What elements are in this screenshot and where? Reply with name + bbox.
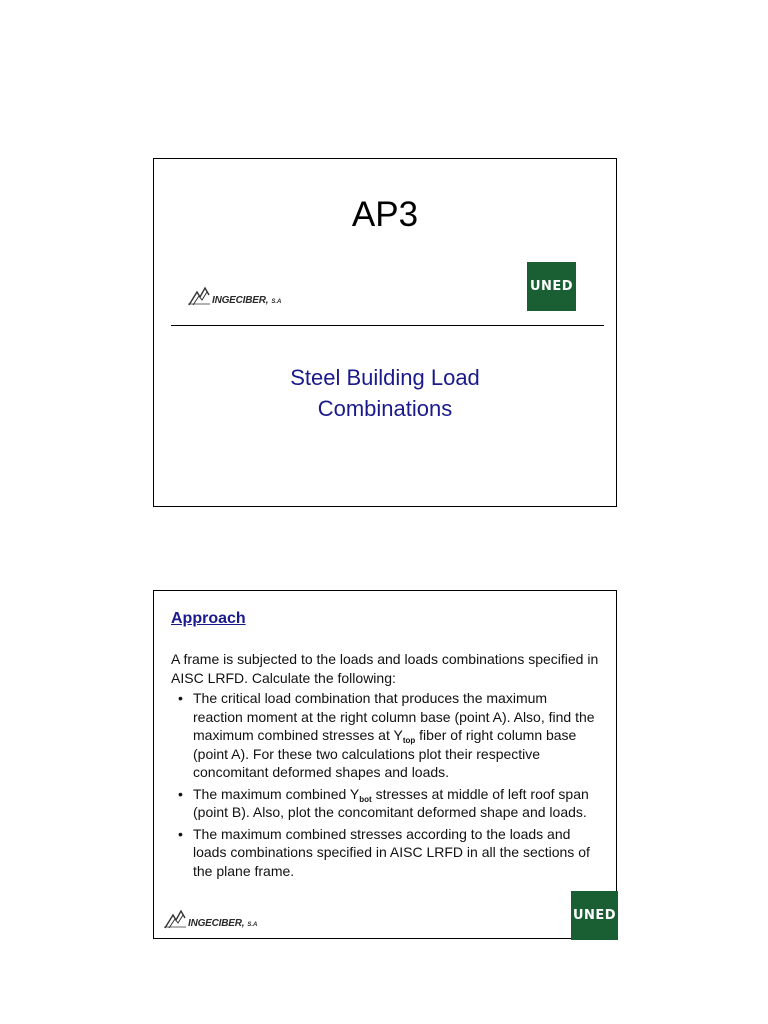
bullet-text: stresses at middle of left roof span (point B). Also, plot the concomitant deformed shape and loads.	[193, 785, 589, 820]
ingeciber-logo	[187, 286, 281, 306]
bullet-list	[171, 689, 599, 880]
bullet-text: The critical load combination that produces the maximum reaction moment at the right column base (point A). Also, find the maximum combined stresses at Y	[193, 690, 595, 743]
approach-heading: Approach	[171, 610, 246, 627]
bullet-text: fiber of right column base (point A). For these two calculations plot their respective concomitant deformed shapes and loads.	[193, 727, 577, 780]
ingeciber-name: INGECIBER,	[188, 918, 245, 929]
ingeciber-logo	[163, 909, 257, 929]
ingeciber-mark-icon	[163, 909, 187, 929]
ingeciber-mark-icon	[187, 286, 211, 306]
uned-logo: UNED	[571, 891, 618, 940]
ingeciber-suffix: S.A	[271, 299, 282, 305]
uned-logo: UNED	[527, 262, 576, 311]
subscript-bot: bot	[359, 794, 372, 804]
approach-body	[171, 650, 599, 883]
intro-paragraph: A frame is subjected to the loads and loads combinations specified in AISC LRFD. Calculate the following:	[171, 651, 599, 686]
divider-rule	[171, 325, 604, 326]
slide-subtitle	[154, 362, 616, 424]
bullet-text: The maximum combined stresses according to the loads and loads combinations specified in AISC LRFD in all the sections of the plane frame.	[193, 825, 590, 879]
bullet-item	[171, 825, 599, 881]
subtitle-line-2: Combinations	[317, 396, 453, 421]
bullet-text: The maximum combined Y	[193, 785, 360, 802]
subtitle-line-1: Steel Building Load	[290, 365, 480, 390]
ingeciber-name: INGECIBER,	[212, 295, 269, 306]
title-slide	[153, 158, 617, 507]
bullet-item	[171, 689, 599, 782]
bullet-item	[171, 785, 599, 822]
approach-slide	[153, 590, 617, 939]
slide-title: AP3	[351, 195, 419, 234]
ingeciber-suffix: S.A	[247, 922, 258, 928]
subscript-top: top	[402, 736, 416, 745]
